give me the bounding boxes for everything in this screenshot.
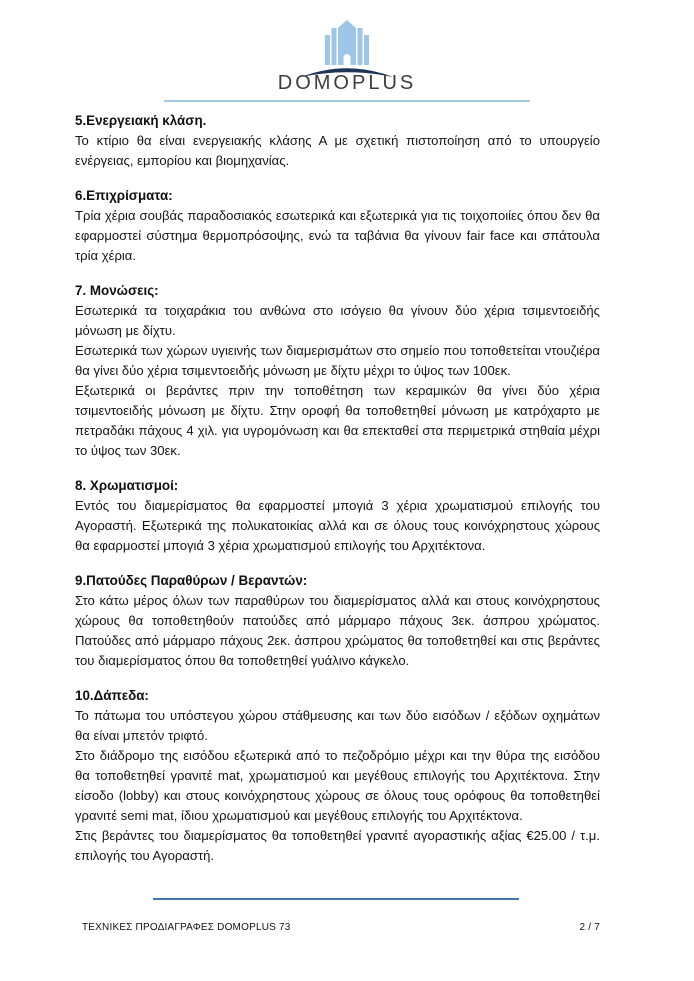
section-paragraphs	[75, 706, 600, 866]
section	[75, 281, 600, 461]
section-heading: 10.Δάπεδα:	[75, 688, 149, 703]
header-rule	[164, 100, 530, 102]
footer-doc-title: ΤΕΧΝΙΚΕΣ ΠΡΟΔΙΑΓΡΑΦΕΣ DOMOPLUS 73	[82, 922, 291, 933]
section-paragraph: Στο κάτω μέρος όλων των παραθύρων του διαμερίσματος αλλά και στους κοινόχρηστους χώρους θα τοποθετηθούν πατούδες από μάρμαρο πάχους 3εκ. άσπρου χρώματος. Πατούδες από μάρμαρο πάχους 2εκ. άσπρου χρώματος θα τοποθετηθεί και στις βεράντες του διαμερίσματος όπου θα τοποθετηθεί γυάλινο κάγκελο.	[75, 593, 600, 668]
domoplus-building-icon	[287, 18, 407, 80]
section-paragraphs	[75, 206, 600, 266]
door-arch-icon	[344, 54, 351, 65]
section-paragraph: Στις βεράντες του διαμερίσματος θα τοποθετηθεί γρανιτέ αγοραστικής αξίας €25.00 / τ.μ. επιλογής του Αγοραστή.	[75, 828, 600, 863]
footer-rule	[153, 898, 519, 900]
footer-page-number: 2 / 7	[579, 922, 600, 933]
section-paragraphs	[75, 301, 600, 461]
section-paragraphs	[75, 496, 600, 556]
logo	[0, 0, 694, 93]
section	[75, 571, 600, 671]
section-heading: 5.Ενεργειακή κλάση.	[75, 113, 207, 128]
section-paragraph: Τρία χέρια σουβάς παραδοσιακός εσωτερικά και εξωτερικά για τις τοιχοποιίες όπου δεν θα εφαρμοστεί σύστημα θερμοπρόσοψης, ενώ τα ταβάνια θα γίνουν fair face και σπάτουλα τρία χέρια.	[75, 208, 600, 263]
section-paragraph: Στο διάδρομο της εισόδου εξωτερικά από το πεζοδρόμιο μέχρι και την θύρα της εισόδου θα τοποθετηθεί γρανιτέ mat, χρωματισμού και μεγέθους επιλογής του Αρχιτέκτονα. Στην είσοδο (lobby) και στους κοινόχρηστους χώρους σε όλους τους ορόφους θα τοποθετηθεί γρανιτέ semi mat, ίδιου χρωματισμού και μεγέθους επιλογής του Αρχιτέκτονα.	[75, 748, 600, 823]
domoplus-wordmark: DOMOPLUS	[277, 72, 417, 94]
section	[75, 111, 600, 171]
section-paragraph: Εσωτερικά τα τοιχαράκια του ανθώνα στο ισόγειο θα γίνουν δύο χέρια τσιμεντοειδής μόνωση με δίχτυ.	[75, 303, 600, 338]
section-heading: 7. Μονώσεις:	[75, 283, 159, 298]
footer	[82, 922, 600, 933]
section-paragraphs	[75, 131, 600, 171]
section-heading: 6.Επιχρίσματα:	[75, 188, 173, 203]
section-paragraph: Εσωτερικά των χώρων υγιεινής των διαμερισμάτων στο σημείο που τοποθετείται ντουζιέρα θα γίνει δύο χέρια τσιμεντοειδής μόνωση με δίχτυ μέχρι το ύψος των 100εκ.	[75, 343, 600, 378]
sections	[0, 111, 694, 866]
section	[75, 686, 600, 866]
section-heading: 9.Πατούδες Παραθύρων / Βεραντών:	[75, 573, 308, 588]
section-paragraphs	[75, 591, 600, 671]
section-paragraph: Εξωτερικά οι βεράντες πριν την τοποθέτηση των κεραμικών θα γίνει δύο χέρια τσιμεντοειδής μόνωση με δίχτυ. Στην οροφή θα τοποθετηθεί μόνωση με κατρόχαρτο με πετραδάκι πάχους 4 χιλ. για υγρομόνωση και θα επεκταθεί στα περιμετρικά στηθαία μέχρι το ύψος των 30εκ.	[75, 383, 600, 458]
section-paragraph: Το πάτωμα του υπόστεγου χώρου στάθμευσης και των δύο εισόδων / εξόδων οχημάτων θα είναι μπετόν τριφτό.	[75, 708, 600, 743]
section-paragraph: Το κτίριο θα είναι ενεργειακής κλάσης Α με σχετική πιστοποίηση από το υπουργείο ενέργειας, εμπορίου και βιομηχανίας.	[75, 133, 600, 168]
section	[75, 476, 600, 556]
section-paragraph: Εντός του διαμερίσματος θα εφαρμοστεί μπογιά 3 χέρια χρωματισμού επιλογής του Αγοραστή. Εξωτερικά της πολυκατοικίας αλλά και σε όλους τους κοινόχρηστους χώρους θα εφαρμοστεί μπογιά 3 χέρια χρωματισμού επιλογής του Αρχιτέκτονα.	[75, 498, 600, 553]
section-heading: 8. Χρωματισμοί:	[75, 478, 179, 493]
section	[75, 186, 600, 266]
